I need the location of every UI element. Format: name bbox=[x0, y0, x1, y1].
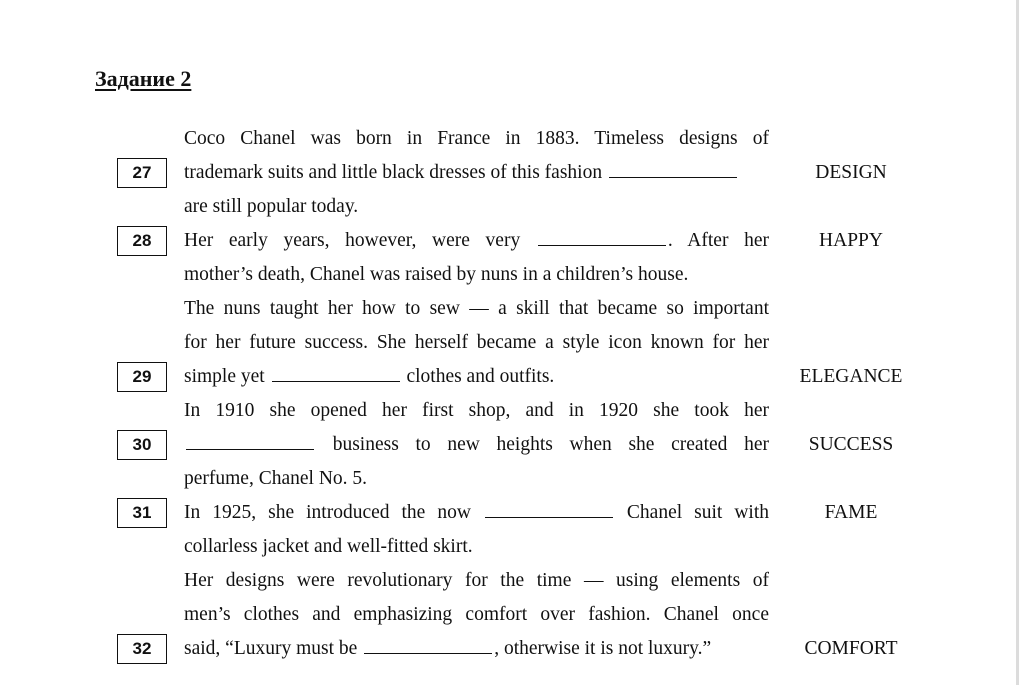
text-line bbox=[184, 428, 769, 462]
line-text: are still popular today. bbox=[184, 196, 359, 217]
text-line bbox=[184, 156, 769, 190]
line-text: men’s clothes and emphasizing comfort over fashion. Chanel once bbox=[184, 604, 769, 625]
text-line bbox=[184, 122, 769, 156]
line-text: Chanel suit with bbox=[614, 502, 769, 523]
text-line bbox=[184, 462, 769, 496]
text-line bbox=[184, 258, 769, 292]
line-text: business to new heights when she created her bbox=[316, 434, 769, 455]
base-word: COMFORT bbox=[804, 638, 898, 659]
task-number-box: 30 bbox=[117, 430, 167, 460]
text-line bbox=[184, 394, 769, 428]
line-text: In 1925, she introduced the now bbox=[184, 502, 483, 523]
base-word: FAME bbox=[824, 502, 878, 523]
answer-blank[interactable] bbox=[186, 448, 314, 450]
text-line bbox=[184, 326, 769, 360]
line-text: , otherwise it is not luxury.” bbox=[494, 638, 712, 659]
line-text: . After her bbox=[667, 230, 769, 251]
answer-blank[interactable] bbox=[272, 380, 400, 382]
task-heading: Задание 2 bbox=[95, 66, 192, 91]
line-text: clothes and outfits. bbox=[401, 366, 555, 387]
line-text: The nuns taught her how to sew — a skill that became so important bbox=[184, 298, 769, 319]
base-word: SUCCESS bbox=[808, 434, 894, 455]
answer-blank[interactable] bbox=[609, 176, 737, 178]
text-line bbox=[184, 360, 769, 394]
task-number-box: 31 bbox=[117, 498, 167, 528]
line-text: Coco Chanel was born in France in 1883. Timeless designs of bbox=[184, 128, 769, 149]
base-word: HAPPY bbox=[819, 230, 883, 251]
text-line bbox=[184, 632, 769, 666]
line-text: for her future success. She herself became a style icon known for her bbox=[184, 332, 769, 353]
task-number-box: 29 bbox=[117, 362, 167, 392]
line-text: trademark suits and little black dresses of this fashion bbox=[184, 162, 607, 183]
task-number-box: 28 bbox=[117, 226, 167, 256]
line-text: said, “Luxury must be bbox=[184, 638, 363, 659]
line-text: Her early years, however, were very bbox=[184, 230, 536, 251]
task-number-box: 27 bbox=[117, 158, 167, 188]
line-text: simple yet bbox=[184, 366, 270, 387]
text-line bbox=[184, 224, 769, 258]
text-line bbox=[184, 496, 769, 530]
line-text: In 1910 she opened her first shop, and in 1920 she took her bbox=[184, 400, 769, 421]
line-text: mother’s death, Chanel was raised by nuns in a children’s house. bbox=[184, 264, 689, 285]
base-word: ELEGANCE bbox=[799, 366, 903, 387]
text-line bbox=[184, 530, 769, 564]
answer-blank[interactable] bbox=[538, 244, 666, 246]
base-word: DESIGN bbox=[815, 162, 887, 183]
task-number-box: 32 bbox=[117, 634, 167, 664]
line-text: collarless jacket and well-fitted skirt. bbox=[184, 536, 473, 557]
text-line bbox=[184, 190, 769, 224]
line-text: perfume, Chanel No. 5. bbox=[184, 468, 368, 489]
text-line bbox=[184, 292, 769, 326]
answer-blank[interactable] bbox=[485, 516, 613, 518]
answer-blank[interactable] bbox=[364, 652, 492, 654]
text-line bbox=[184, 564, 769, 598]
line-text: Her designs were revolutionary for the time — using elements of bbox=[184, 570, 769, 591]
text-line bbox=[184, 598, 769, 632]
